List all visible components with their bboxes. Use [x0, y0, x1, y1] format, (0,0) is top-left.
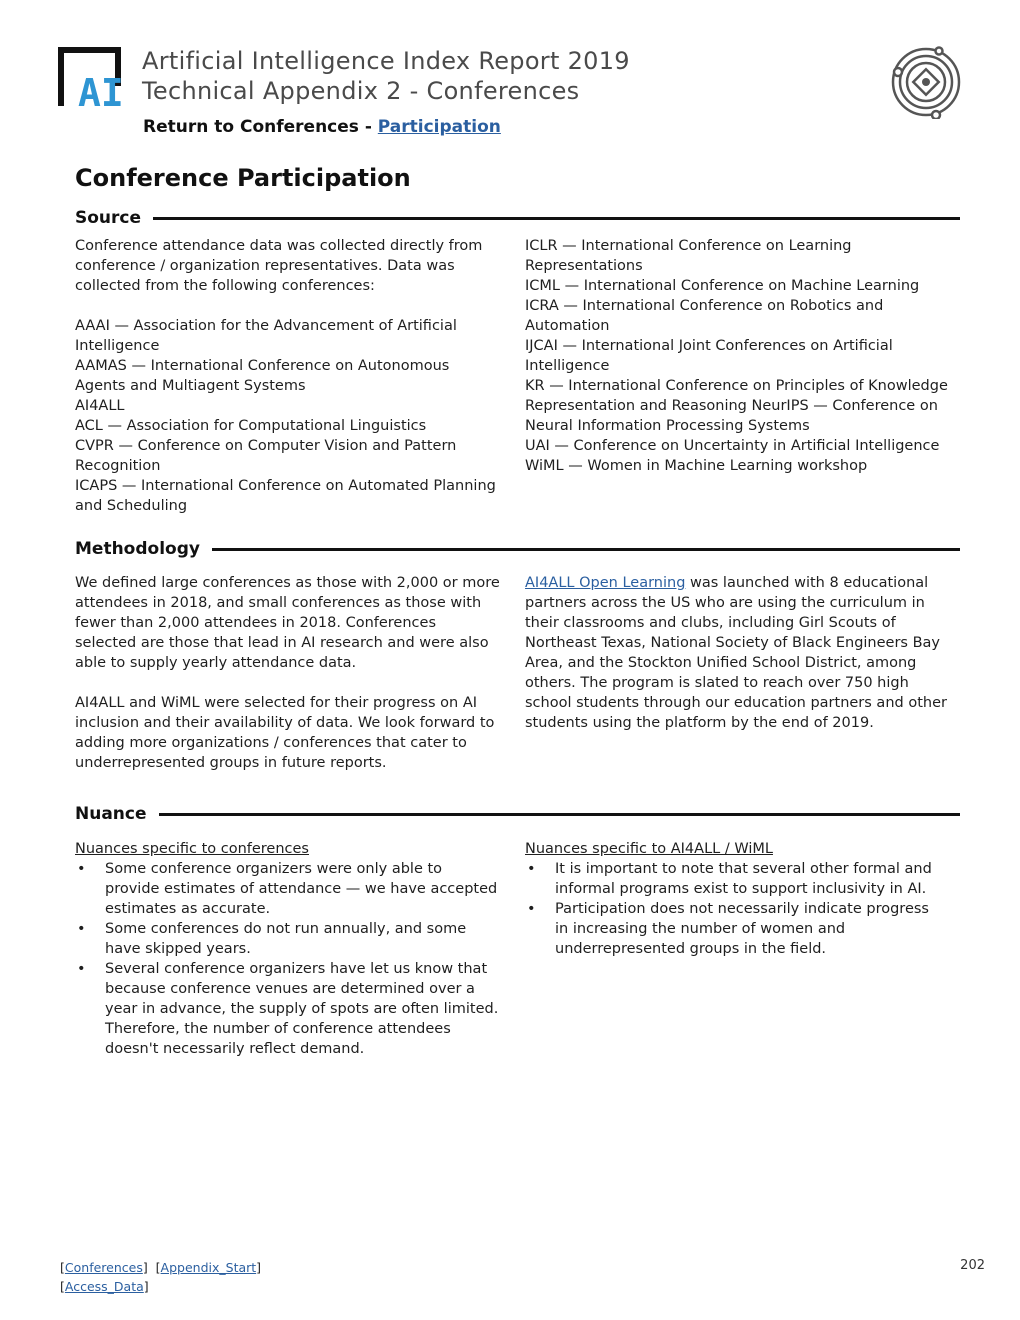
nuance-left-column — [75, 839, 500, 1059]
conference-list-left — [75, 316, 500, 516]
logo-text: AI — [78, 71, 124, 110]
source-left-column — [75, 236, 500, 516]
conference-list-item: CVPR — Conference on Computer Vision and Pattern Recognition — [75, 438, 457, 474]
conference-list-item: AI4ALL — [75, 398, 125, 414]
orbit-badge-icon — [889, 45, 963, 119]
footer-access-data-link[interactable]: Access_Data — [64, 1279, 144, 1294]
footer-nav: [Conferences] [Appendix_Start] [Access_Data] — [60, 1260, 262, 1294]
methodology-paragraph-1: We defined large conferences as those with 2,000 or more attendees in 2018, and small conferences as those with fewer than 2,000 attendees in 2018. Conferences selected are those that lead in AI research and were also able to supply yearly attendance data. — [75, 575, 500, 671]
footer-conferences-link[interactable]: Conferences — [64, 1260, 143, 1275]
conference-list-item: KR — International Conference on Principles of Knowledge Representation and Reasoning NeurIPS — Conference on Neural Information Processing Systems — [525, 378, 948, 434]
nuance-section-header — [75, 802, 960, 826]
nuance-bullet-item: • Several conference organizers have let us know that because conference venues are determined over a year in advance, the supply of spots are often limited. Therefore, the number of conference attendees doesn't necessarily reflect demand. — [75, 959, 500, 1059]
conference-list-item: ICML — International Conference on Machine Learning — [525, 278, 920, 294]
section-divider — [159, 813, 960, 816]
nuance-bullet-item: • It is important to note that several other formal and informal programs exist to support inclusivity in AI. — [525, 859, 935, 899]
participation-link[interactable]: Participation — [377, 117, 501, 137]
methodology-paragraph-3 — [525, 573, 950, 733]
ai4all-open-learning-link[interactable]: AI4ALL Open Learning — [525, 575, 686, 591]
report-title-line2: Technical Appendix 2 - Conferences — [142, 77, 580, 105]
section-divider — [212, 548, 960, 551]
methodology-right-column — [525, 573, 950, 733]
report-title-line1: Artificial Intelligence Index Report 2019 — [142, 47, 630, 75]
nuance-bullet-item: • Some conferences do not run annually, and some have skipped years. — [75, 919, 500, 959]
methodology-section-header — [75, 537, 960, 561]
nuance-heading: Nuance — [75, 804, 147, 824]
source-intro: Conference attendance data was collected directly from conference / organization representatives. Data was collected from the following conferences: — [75, 238, 483, 294]
page-title: Conference Participation — [75, 164, 411, 192]
section-divider — [153, 217, 960, 220]
conference-list-item: WiML — Women in Machine Learning workshop — [525, 458, 868, 474]
report-title — [142, 46, 630, 106]
conference-list-item: IJCAI — International Joint Conferences on Artificial Intelligence — [525, 338, 893, 374]
source-right-column — [525, 236, 950, 476]
conference-list-item: UAI — Conference on Uncertainty in Artificial Intelligence — [525, 438, 940, 454]
nuance-bullet-item: • Participation does not necessarily indicate progress in increasing the number of women and underrepresented groups in the field. — [525, 899, 935, 959]
return-prefix: Return to Conferences - — [143, 117, 378, 137]
ai4all-description: was launched with 8 educational partners across the US who are using the curriculum in their classrooms and clubs, including Girl Scouts of Northeast Texas, National Society of Black Engineers Bay Area, and the Stockton Unified School District, among others. The program is slated to reach over 750 high school students through our education partners and other students using the platform by the end of 2019. — [525, 575, 947, 731]
page-number: 202 — [960, 1258, 985, 1273]
conference-list-item: ICRA — International Conference on Robotics and Automation — [525, 298, 884, 334]
source-section-header — [75, 206, 960, 230]
nuance-ai4all-list — [525, 859, 935, 959]
footer-appendix-start-link[interactable]: Appendix_Start — [160, 1260, 257, 1275]
nuance-right-column — [525, 839, 935, 959]
nuance-bullet-item: • Some conference organizers were only able to provide estimates of attendance — we have accepted estimates as accurate. — [75, 859, 500, 919]
conference-list-item: AAMAS — International Conference on Autonomous Agents and Multiagent Systems — [75, 358, 450, 394]
methodology-left-column — [75, 573, 500, 773]
nuance-conferences-title: Nuances specific to conferences — [75, 841, 309, 857]
conference-list-item: AAAI — Association for the Advancement of Artificial Intelligence — [75, 318, 457, 354]
methodology-heading: Methodology — [75, 539, 200, 559]
conference-list-item: ACL — Association for Computational Linguistics — [75, 418, 427, 434]
nuance-conferences-list — [75, 859, 500, 1059]
nuance-ai4all-title: Nuances specific to AI4ALL / WiML — [525, 841, 773, 857]
methodology-paragraph-2: AI4ALL and WiML were selected for their progress on AI inclusion and their availability of data. We look forward to adding more organizations / conferences that cater to underrepresented groups in future reports. — [75, 695, 495, 771]
source-heading: Source — [75, 208, 142, 228]
return-nav — [143, 117, 501, 137]
conference-list-item: ICAPS — International Conference on Automated Planning and Scheduling — [75, 478, 496, 514]
conference-list-item: ICLR — International Conference on Learning Representations — [525, 238, 852, 274]
conference-list-right — [525, 236, 950, 476]
ai-index-logo — [58, 46, 130, 110]
